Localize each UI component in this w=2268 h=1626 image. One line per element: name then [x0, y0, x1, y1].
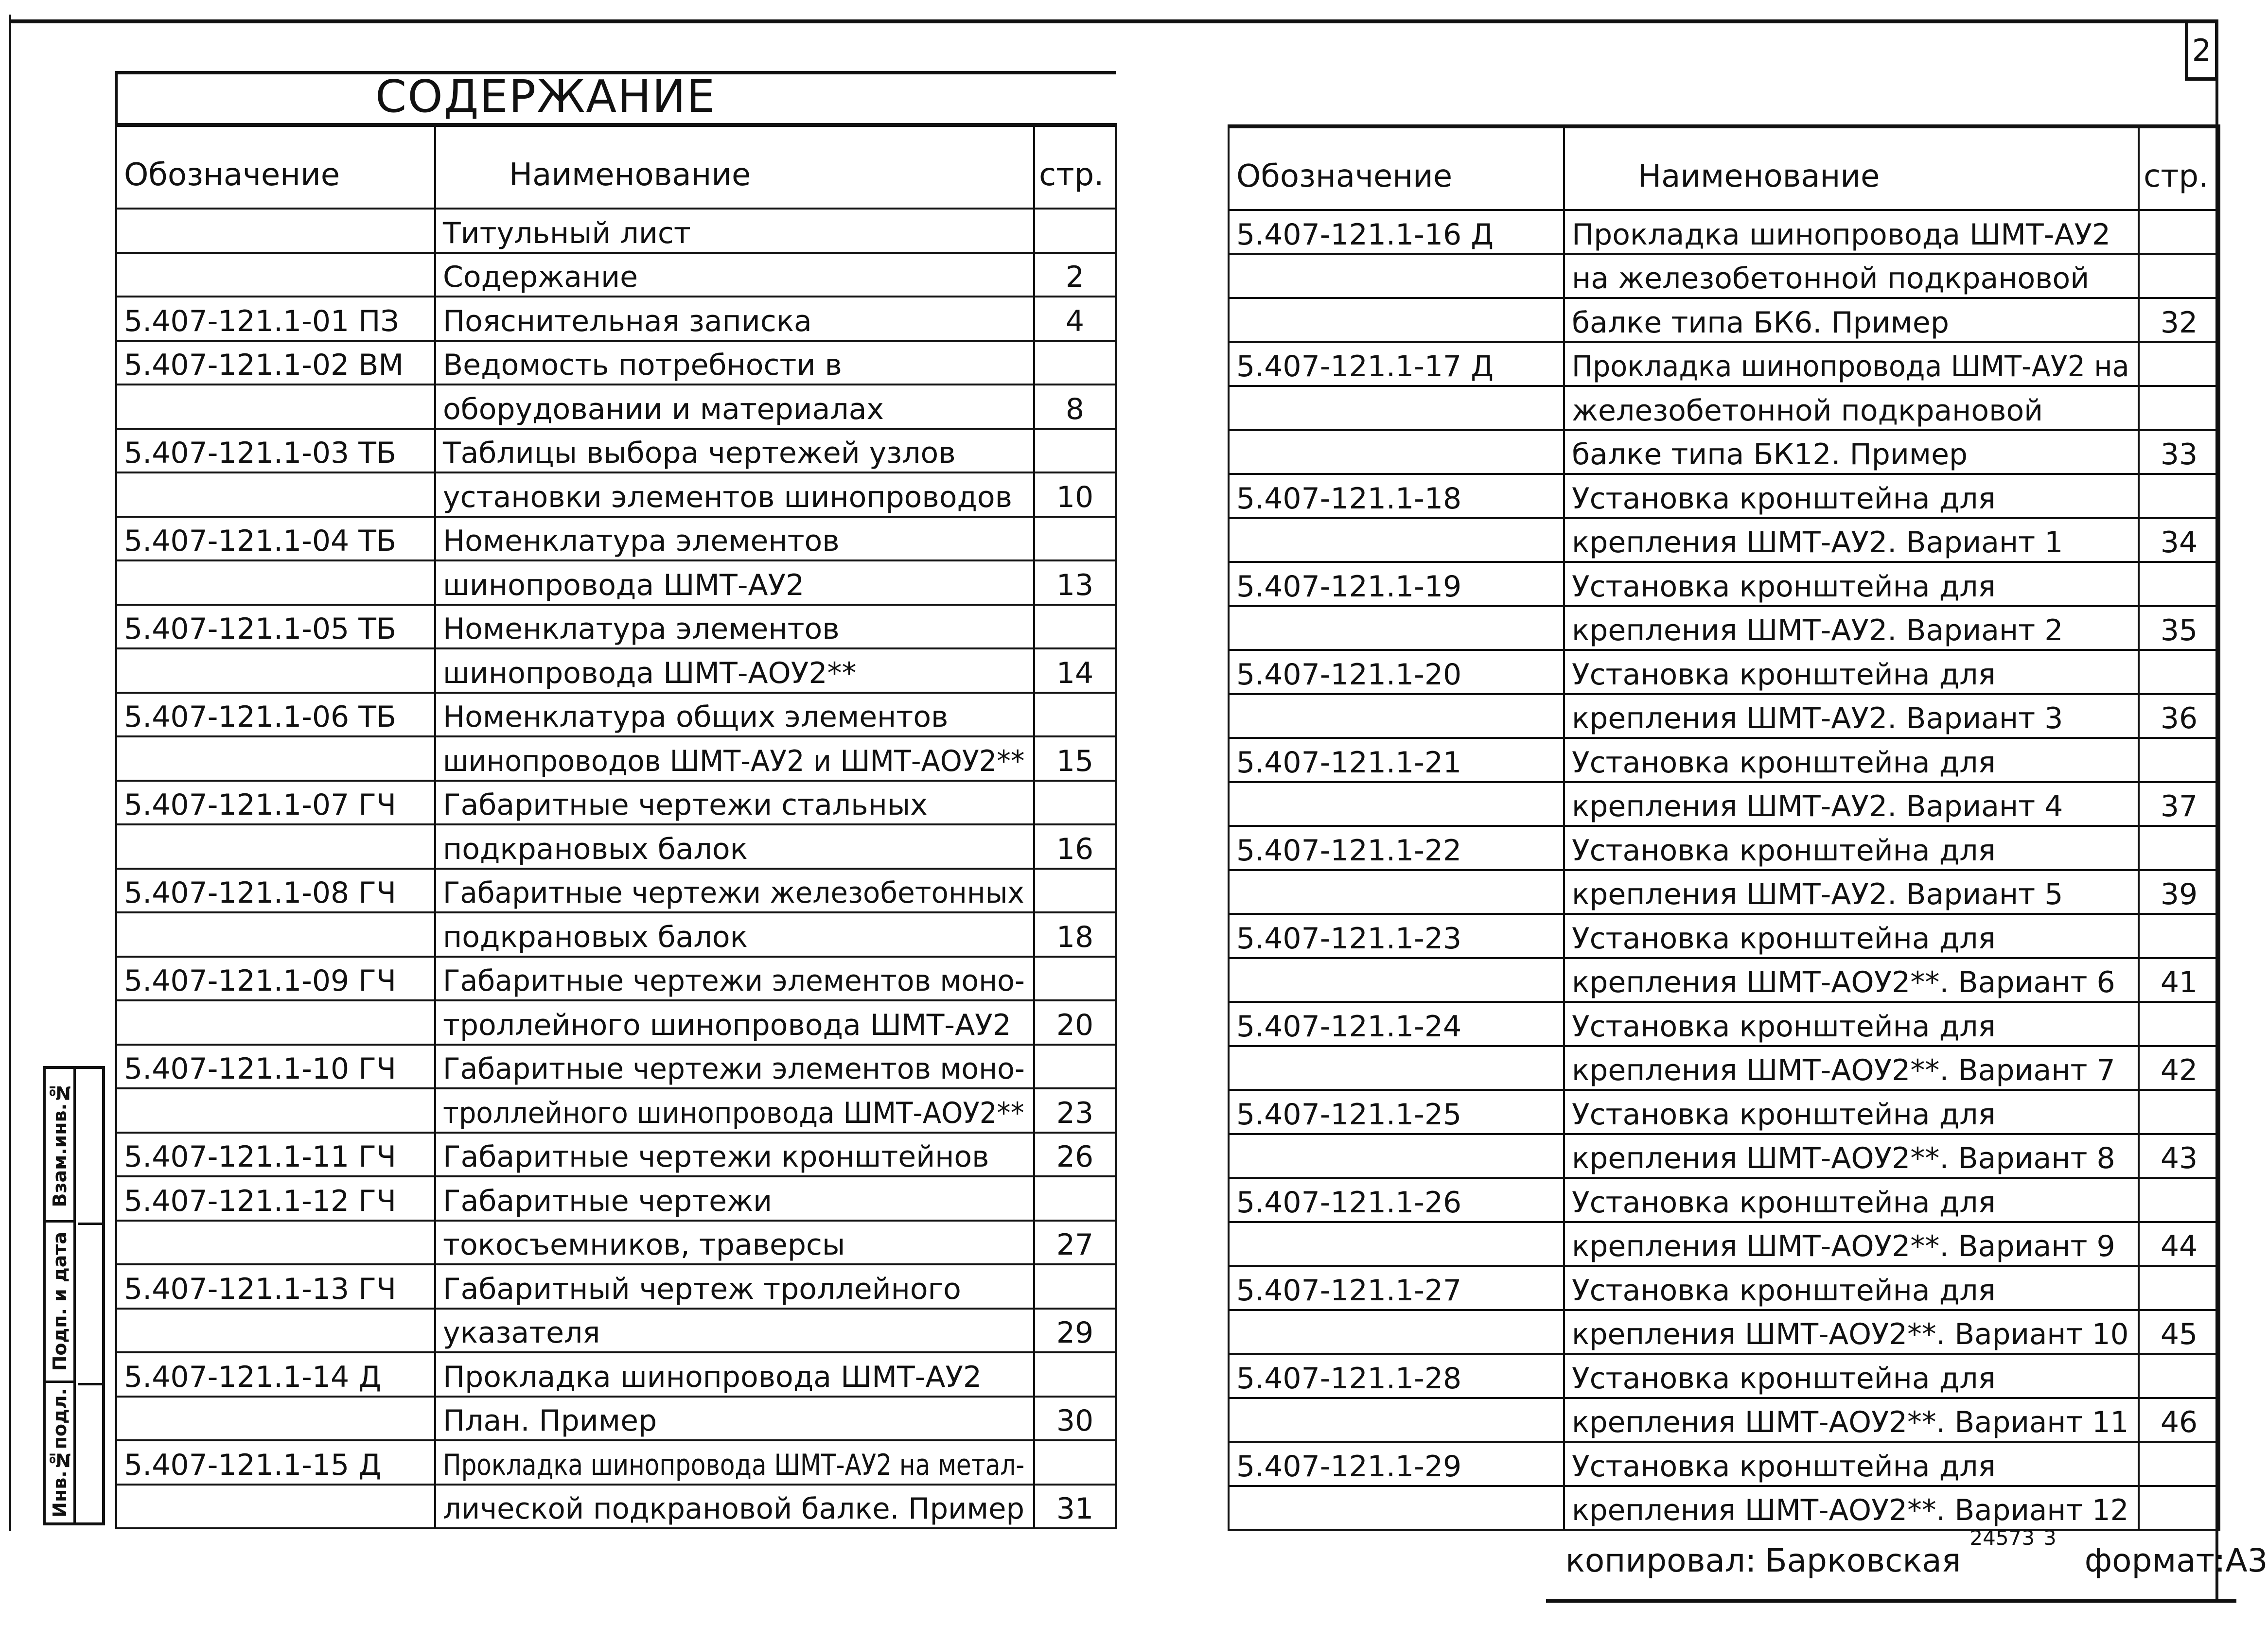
name-cell: Прокладка шинопровода ШМТ-АУ2	[1564, 210, 2139, 254]
archive-number: 24573	[1969, 1526, 2035, 1550]
designation-cell: 5.407-121.1-23	[1229, 914, 1564, 958]
designation-cell: 5.407-121.1-19	[1229, 562, 1564, 606]
document-title: СОДЕРЖАНИЕ	[116, 73, 1116, 125]
name-cell: крепления ШМТ-АУ2. Вариант 1	[1564, 518, 2139, 562]
page-cell	[2139, 1486, 2219, 1530]
frame-bottom-border	[1546, 1599, 2236, 1603]
page-cell: 4	[1034, 297, 1116, 341]
table-row	[116, 209, 1116, 253]
name-cell: План. Пример	[435, 1397, 1034, 1441]
page-cell: 44	[2139, 1222, 2219, 1266]
page-cell: 41	[2139, 958, 2219, 1002]
name-cell: Номенклатура элементов	[435, 605, 1034, 649]
page-cell: 8	[1034, 385, 1116, 429]
designation-cell: 5.407-121.1-26	[1229, 1178, 1564, 1222]
table-row	[116, 253, 1116, 297]
designation-cell: 5.407-121.1-11 ГЧ	[116, 1133, 435, 1177]
table-row	[116, 1485, 1116, 1529]
table-row	[1229, 826, 2219, 870]
page-cell	[1034, 1176, 1116, 1221]
table-row	[116, 1397, 1116, 1441]
table-row	[116, 869, 1116, 913]
page-cell: 13	[1034, 560, 1116, 605]
name-cell: Ведомость потребности в	[435, 341, 1034, 385]
page-cell: 39	[2139, 870, 2219, 914]
copied-by-label: копировал:	[1565, 1542, 1757, 1579]
page-cell	[1034, 341, 1116, 385]
designation-cell	[116, 648, 435, 693]
name-cell: Установка кронштейна для	[1564, 1178, 2139, 1222]
designation-cell	[1229, 386, 1564, 430]
page-cell: 31	[1034, 1485, 1116, 1529]
name-cell: Установка кронштейна для	[1564, 1266, 2139, 1310]
designation-cell: 5.407-121.1-25	[1229, 1090, 1564, 1134]
designation-cell: 5.407-121.1-13 ГЧ	[116, 1264, 435, 1309]
column-header-designation: Обозначение	[1229, 126, 1564, 210]
name-cell: Габаритные чертежи стальных	[435, 781, 1034, 825]
frame-left-border	[9, 15, 11, 1531]
name-cell: Титульный лист	[435, 209, 1034, 253]
page-cell: 35	[2139, 606, 2219, 650]
sheet-number: 2	[2192, 32, 2212, 68]
designation-cell: 5.407-121.1-09 ГЧ	[116, 957, 435, 1001]
page-cell	[1034, 1264, 1116, 1309]
name-cell: крепления ШМТ-АОУ2**. Вариант 7	[1564, 1046, 2139, 1090]
name-cell: Прокладка шинопровода ШМТ-АУ2 на метал-	[435, 1440, 1034, 1485]
table-row	[1229, 914, 2219, 958]
copied-by-name: Барковская	[1765, 1542, 1961, 1579]
footer-copy-line	[1565, 1524, 2268, 1583]
page-cell: 43	[2139, 1134, 2219, 1178]
table-row	[1229, 254, 2219, 298]
page-cell	[1034, 429, 1116, 473]
table-row	[116, 560, 1116, 605]
page-cell	[2139, 1002, 2219, 1046]
contents-table-right	[1228, 124, 2220, 1531]
name-cell: крепления ШМТ-АУ2. Вариант 3	[1564, 694, 2139, 738]
page-cell	[2139, 562, 2219, 606]
table-row	[1229, 1046, 2219, 1090]
format-label: формат:	[2084, 1542, 2226, 1579]
table-row	[1229, 1266, 2219, 1310]
page-cell: 37	[2139, 782, 2219, 826]
designation-cell: 5.407-121.1-21	[1229, 738, 1564, 782]
table-row	[116, 1000, 1116, 1045]
name-cell: токосъемников, траверсы	[435, 1221, 1034, 1265]
designation-cell	[1229, 1486, 1564, 1530]
name-cell: троллейного шинопровода ШМТ-АОУ2**	[435, 1088, 1034, 1133]
designation-cell: 5.407-121.1-24	[1229, 1002, 1564, 1046]
table-row	[116, 1309, 1116, 1353]
designation-cell	[116, 736, 435, 781]
page-cell	[2139, 1090, 2219, 1134]
table-row	[116, 1264, 1116, 1309]
page-cell	[1034, 957, 1116, 1001]
page-cell	[2139, 386, 2219, 430]
designation-cell	[1229, 430, 1564, 474]
designation-cell	[116, 824, 435, 869]
name-cell: Прокладка шинопровода ШМТ-АУ2	[435, 1352, 1034, 1397]
designation-cell	[116, 1088, 435, 1133]
table-row	[1229, 650, 2219, 694]
table-row	[1229, 738, 2219, 782]
frame-top-border	[9, 19, 2218, 23]
page-cell: 30	[1034, 1397, 1116, 1441]
name-cell: крепления ШМТ-АОУ2**. Вариант 9	[1564, 1222, 2139, 1266]
page-cell	[1034, 693, 1116, 737]
name-cell: на железобетонной подкрановой	[1564, 254, 2139, 298]
table-row	[116, 781, 1116, 825]
page-cell	[2139, 1354, 2219, 1398]
name-cell: шинопровода ШМТ-АОУ2**	[435, 648, 1034, 693]
table-row	[1229, 562, 2219, 606]
page-cell: 20	[1034, 1000, 1116, 1045]
designation-cell	[116, 385, 435, 429]
designation-cell: 5.407-121.1-03 ТБ	[116, 429, 435, 473]
table-row	[1229, 342, 2219, 386]
designation-cell	[1229, 298, 1564, 342]
designation-cell	[1229, 782, 1564, 826]
designation-cell	[116, 1221, 435, 1265]
page-cell: 42	[2139, 1046, 2219, 1090]
page-cell	[2139, 826, 2219, 870]
page-cell: 36	[2139, 694, 2219, 738]
title-row	[116, 73, 1116, 125]
column-header-designation: Обозначение	[116, 125, 435, 209]
name-cell: Прокладка шинопровода ШМТ-АУ2 на	[1564, 342, 2139, 386]
designation-cell	[1229, 518, 1564, 562]
page-cell: 18	[1034, 912, 1116, 957]
designation-cell: 5.407-121.1-07 ГЧ	[116, 781, 435, 825]
page-cell	[1034, 1045, 1116, 1089]
page-cell: 29	[1034, 1309, 1116, 1353]
header-row	[116, 125, 1116, 209]
designation-cell	[1229, 1046, 1564, 1090]
page-cell	[2139, 1178, 2219, 1222]
page-cell	[1034, 781, 1116, 825]
page-cell	[1034, 209, 1116, 253]
designation-cell: 5.407-121.1-16 Д	[1229, 210, 1564, 254]
table-row	[1229, 1310, 2219, 1354]
page-cell	[2139, 210, 2219, 254]
name-cell: подкрановых балок	[435, 912, 1034, 957]
page-cell: 33	[2139, 430, 2219, 474]
page-cell: 45	[2139, 1310, 2219, 1354]
name-cell: Установка кронштейна для	[1564, 826, 2139, 870]
designation-cell	[116, 1309, 435, 1353]
name-cell: крепления ШМТ-АОУ2**. Вариант 10	[1564, 1310, 2139, 1354]
name-cell: Установка кронштейна для	[1564, 1354, 2139, 1398]
page-cell	[1034, 605, 1116, 649]
column-header-page: стр.	[2139, 126, 2219, 210]
designation-cell	[1229, 1222, 1564, 1266]
designation-cell	[116, 472, 435, 517]
name-cell: троллейного шинопровода ШМТ-АУ2	[435, 1000, 1034, 1045]
designation-cell: 5.407-121.1-05 ТБ	[116, 605, 435, 649]
format-value: А3	[2225, 1542, 2268, 1579]
page-cell	[2139, 474, 2219, 518]
page-cell	[1034, 517, 1116, 561]
page-cell: 26	[1034, 1133, 1116, 1177]
side-stamp	[43, 1066, 105, 1525]
page-cell: 10	[1034, 472, 1116, 517]
designation-cell: 5.407-121.1-27	[1229, 1266, 1564, 1310]
contents-right-body	[1229, 210, 2219, 1530]
page-cell: 46	[2139, 1398, 2219, 1442]
page-cell: 2	[1034, 253, 1116, 297]
table-row	[116, 736, 1116, 781]
name-cell: Габаритные чертежи	[435, 1176, 1034, 1221]
designation-cell	[1229, 1310, 1564, 1354]
stamp-divider	[78, 1383, 102, 1385]
name-cell: оборудовании и материалах	[435, 385, 1034, 429]
designation-cell	[1229, 606, 1564, 650]
name-cell: Габаритные чертежи элементов моно-	[435, 1045, 1034, 1089]
page-cell	[1034, 869, 1116, 913]
name-cell: Установка кронштейна для	[1564, 650, 2139, 694]
name-cell: установки элементов шинопроводов	[435, 472, 1034, 517]
name-cell: Установка кронштейна для	[1564, 1442, 2139, 1486]
column-header-name: Наименование	[435, 125, 1034, 209]
table-row	[1229, 958, 2219, 1002]
contents-left-body	[116, 209, 1116, 1528]
table-row	[1229, 1442, 2219, 1486]
designation-cell: 5.407-121.1-18	[1229, 474, 1564, 518]
table-row	[116, 385, 1116, 429]
designation-cell: 5.407-121.1-14 Д	[116, 1352, 435, 1397]
name-cell: Установка кронштейна для	[1564, 914, 2139, 958]
designation-cell: 5.407-121.1-08 ГЧ	[116, 869, 435, 913]
table-row	[116, 824, 1116, 869]
table-row	[116, 957, 1116, 1001]
table-row	[1229, 474, 2219, 518]
table-row	[1229, 298, 2219, 342]
name-cell: Габаритные чертежи элементов моно-	[435, 957, 1034, 1001]
table-row	[116, 1133, 1116, 1177]
sheet-number-box	[2185, 19, 2218, 81]
page-cell: 34	[2139, 518, 2219, 562]
name-cell: указателя	[435, 1309, 1034, 1353]
table-row	[116, 912, 1116, 957]
name-cell: Габаритные чертежи железобетонных	[435, 869, 1034, 913]
stamp-field-replaced-inventory: Взам.инв.№	[46, 1069, 76, 1223]
name-cell: Установка кронштейна для	[1564, 474, 2139, 518]
page-cell: 16	[1034, 824, 1116, 869]
page-cell: 14	[1034, 648, 1116, 693]
table-row	[116, 429, 1116, 473]
designation-cell	[1229, 1134, 1564, 1178]
designation-cell	[116, 560, 435, 605]
designation-cell: 5.407-121.1-10 ГЧ	[116, 1045, 435, 1089]
designation-cell: 5.407-121.1-06 ТБ	[116, 693, 435, 737]
name-cell: крепления ШМТ-АУ2. Вариант 2	[1564, 606, 2139, 650]
name-cell: крепления ШМТ-АУ2. Вариант 4	[1564, 782, 2139, 826]
table-row	[116, 693, 1116, 737]
page-cell: 32	[2139, 298, 2219, 342]
table-row	[1229, 1486, 2219, 1530]
table-row	[116, 472, 1116, 517]
designation-cell: 5.407-121.1-29	[1229, 1442, 1564, 1486]
name-cell: шинопровода ШМТ-АУ2	[435, 560, 1034, 605]
page-cell	[2139, 1442, 2219, 1486]
table-row	[1229, 210, 2219, 254]
designation-cell: 5.407-121.1-02 ВМ	[116, 341, 435, 385]
name-cell: балке типа БК12. Пример	[1564, 430, 2139, 474]
page-cell	[2139, 254, 2219, 298]
table-row	[1229, 1002, 2219, 1046]
designation-cell	[116, 1397, 435, 1441]
page-cell	[2139, 650, 2219, 694]
page-cell: 23	[1034, 1088, 1116, 1133]
table-row	[116, 648, 1116, 693]
table-row	[1229, 430, 2219, 474]
sheet-index: 3	[2043, 1526, 2057, 1550]
page-cell: 27	[1034, 1221, 1116, 1265]
name-cell: железобетонной подкрановой	[1564, 386, 2139, 430]
designation-cell	[1229, 870, 1564, 914]
table-row	[116, 1352, 1116, 1397]
table-row	[1229, 386, 2219, 430]
table-row	[1229, 1398, 2219, 1442]
name-cell: Установка кронштейна для	[1564, 562, 2139, 606]
designation-cell	[116, 912, 435, 957]
designation-cell	[116, 1000, 435, 1045]
page-cell	[2139, 342, 2219, 386]
table-row	[1229, 1178, 2219, 1222]
stamp-field-original-inventory: Инв.№подл.	[46, 1383, 76, 1522]
name-cell: лической подкрановой балке. Пример	[435, 1485, 1034, 1529]
stamp-divider	[78, 1223, 102, 1225]
name-cell: шинопроводов ШМТ-АУ2 и ШМТ-АОУ2**	[435, 736, 1034, 781]
page-cell	[2139, 914, 2219, 958]
designation-cell: 5.407-121.1-17 Д	[1229, 342, 1564, 386]
page-cell	[2139, 738, 2219, 782]
table-row	[1229, 606, 2219, 650]
stamp-value-column	[78, 1069, 102, 1522]
table-row	[1229, 870, 2219, 914]
table-row	[116, 1221, 1116, 1265]
table-row	[116, 341, 1116, 385]
designation-cell	[1229, 694, 1564, 738]
name-cell: Установка кронштейна для	[1564, 738, 2139, 782]
column-header-page: стр.	[1034, 125, 1116, 209]
designation-cell: 5.407-121.1-01 ПЗ	[116, 297, 435, 341]
name-cell: Таблицы выбора чертежей узлов	[435, 429, 1034, 473]
table-row	[1229, 1090, 2219, 1134]
column-header-name: Наименование	[1564, 126, 2139, 210]
name-cell: крепления ШМТ-АОУ2**. Вариант 12	[1564, 1486, 2139, 1530]
table-row	[1229, 1222, 2219, 1266]
table-row	[1229, 694, 2219, 738]
name-cell: Установка кронштейна для	[1564, 1002, 2139, 1046]
designation-cell	[116, 253, 435, 297]
name-cell: крепления ШМТ-АОУ2**. Вариант 6	[1564, 958, 2139, 1002]
designation-cell: 5.407-121.1-22	[1229, 826, 1564, 870]
table-row	[116, 517, 1116, 561]
contents-table-left	[115, 71, 1117, 1529]
table-row	[116, 1176, 1116, 1221]
designation-cell	[1229, 1398, 1564, 1442]
name-cell: Пояснительная записка	[435, 297, 1034, 341]
designation-cell: 5.407-121.1-12 ГЧ	[116, 1176, 435, 1221]
table-row	[116, 1440, 1116, 1485]
designation-cell	[1229, 254, 1564, 298]
designation-cell: 5.407-121.1-15 Д	[116, 1440, 435, 1485]
designation-cell	[116, 209, 435, 253]
page-cell	[1034, 1440, 1116, 1485]
name-cell: Установка кронштейна для	[1564, 1090, 2139, 1134]
table-row	[1229, 518, 2219, 562]
name-cell: крепления ШМТ-АОУ2**. Вариант 8	[1564, 1134, 2139, 1178]
name-cell: Габаритный чертеж троллейного	[435, 1264, 1034, 1309]
table-row	[116, 297, 1116, 341]
table-row	[116, 605, 1116, 649]
page-cell	[1034, 1352, 1116, 1397]
designation-cell	[1229, 958, 1564, 1002]
designation-cell: 5.407-121.1-28	[1229, 1354, 1564, 1398]
table-row	[116, 1045, 1116, 1089]
designation-cell: 5.407-121.1-20	[1229, 650, 1564, 694]
table-row	[1229, 1134, 2219, 1178]
header-row	[1229, 126, 2219, 210]
name-cell: Номенклатура элементов	[435, 517, 1034, 561]
name-cell: балке типа БК6. Пример	[1564, 298, 2139, 342]
name-cell: подкрановых балок	[435, 824, 1034, 869]
table-row	[1229, 1354, 2219, 1398]
name-cell: Номенклатура общих элементов	[435, 693, 1034, 737]
name-cell: крепления ШМТ-АОУ2**. Вариант 11	[1564, 1398, 2139, 1442]
stamp-field-signature-date: Подп. и дата	[46, 1223, 76, 1383]
table-row	[1229, 782, 2219, 826]
designation-cell	[116, 1485, 435, 1529]
name-cell: крепления ШМТ-АУ2. Вариант 5	[1564, 870, 2139, 914]
designation-cell: 5.407-121.1-04 ТБ	[116, 517, 435, 561]
name-cell: Содержание	[435, 253, 1034, 297]
page-cell	[2139, 1266, 2219, 1310]
name-cell: Габаритные чертежи кронштейнов	[435, 1133, 1034, 1177]
page-cell: 15	[1034, 736, 1116, 781]
table-row	[116, 1088, 1116, 1133]
